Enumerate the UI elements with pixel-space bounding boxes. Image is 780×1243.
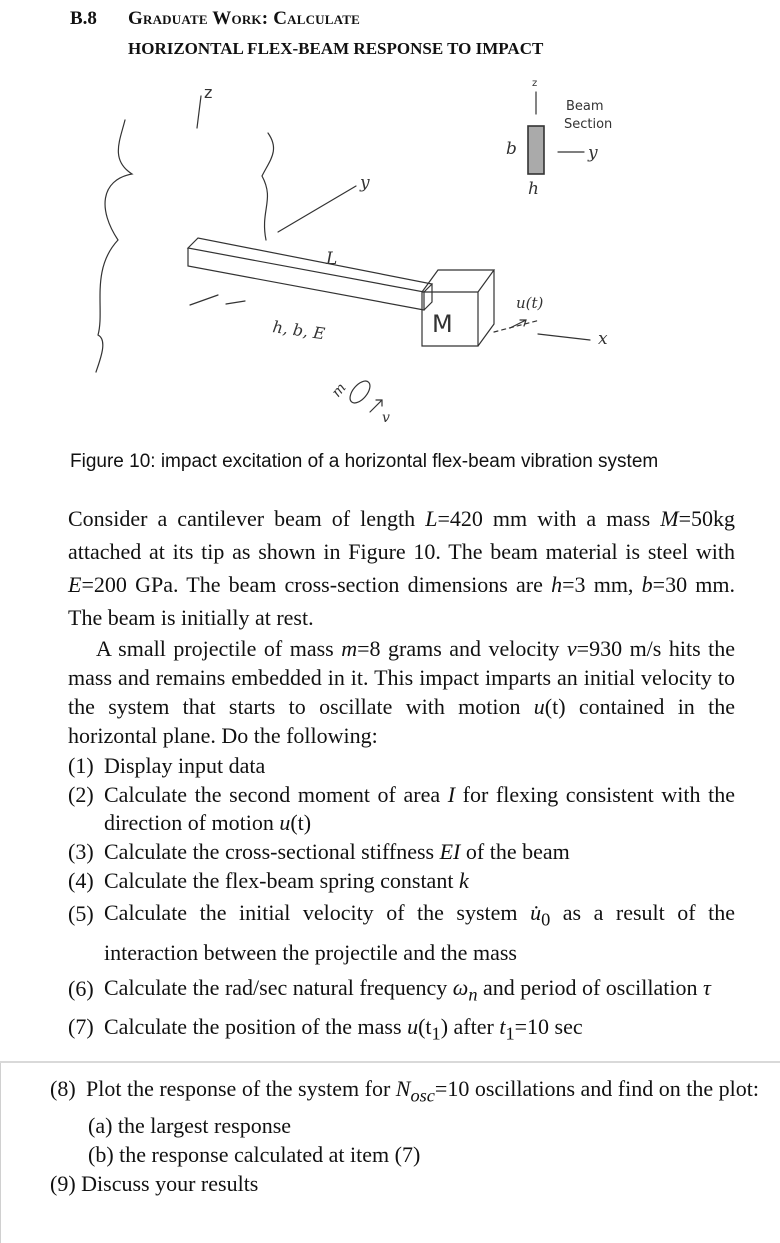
problem-number: B.8	[70, 8, 97, 29]
beam-stub	[190, 295, 218, 305]
task-item-4: (4) Calculate the flex-beam spring constant k	[68, 868, 469, 893]
label-y-section: y	[588, 143, 598, 163]
label-L: L	[326, 249, 338, 269]
label-b: b	[506, 139, 517, 159]
label-z-section: z	[532, 78, 538, 89]
label-projectile-m: m	[328, 380, 350, 401]
label-projectile-v: v	[382, 410, 390, 426]
figure-10	[70, 70, 710, 450]
task-list	[68, 752, 735, 1048]
heading-title-1: Graduate Work: Calculate	[128, 8, 360, 29]
task-item-1: (1) Display input data	[68, 753, 266, 778]
page-left-rule	[0, 1063, 1, 1243]
x-axis	[538, 334, 590, 340]
heading-line-1	[70, 4, 543, 34]
task-item-7: (7) Calculate the position of the mass $u(t_1)$ after $t_1=10$ sec	[68, 1013, 583, 1044]
x-axis-dashed	[494, 320, 540, 332]
page-divider	[0, 1061, 780, 1063]
z-axis-wall	[197, 96, 201, 128]
problem-heading	[70, 4, 543, 64]
label-x-axis: x	[598, 329, 608, 349]
projectile	[346, 378, 373, 407]
wall-edge	[262, 133, 274, 240]
label-mass: M	[432, 310, 453, 338]
wall-outline	[96, 120, 132, 372]
task-item-8a: (a) the largest response	[88, 1113, 292, 1139]
heading-title-2: HORIZONTAL FLEX-BEAM RESPONSE TO IMPACT	[128, 39, 544, 58]
paragraph-1: Consider a cantilever beam of length L=420 mm with a mass M=50kg attached at its tip as shown in Figure 10. The beam material is steel with E=200 GPa. The beam cross-section dimensions are h=3 mm, b=30 mm. The beam is initially at rest.	[68, 506, 735, 630]
label-beam-section-2: Section	[564, 117, 613, 132]
beam-section-rect	[528, 126, 544, 174]
label-h: h	[528, 179, 539, 199]
task-item-6: (6) Calculate the rad/sec natural frequency $\omega_n$ and period of oscillation τ	[68, 975, 711, 1005]
task-item-2: (2) Calculate the second moment of area I for flexing consistent with the direction of motion u(t)	[68, 782, 735, 835]
label-u-t: u(t)	[516, 294, 544, 312]
continued-task-list	[50, 1074, 760, 1198]
label-z-left: z	[204, 83, 213, 102]
paragraph-2: A small projectile of mass m=8 grams and velocity v=930 m/s hits the mass and remains embedded in it. This impact imparts an initial velocity to the system that starts to oscillate with motion u(t) contained in the horizontal plane. Do the following:	[68, 636, 736, 748]
task-item-9: (9) Discuss your results	[50, 1171, 259, 1197]
label-y-axis: y	[360, 173, 370, 193]
y-axis	[278, 186, 356, 232]
task-item-5: (5) Calculate the initial velocity of the system $u̇_0$ as a result of the interaction between the projectile and the mass	[68, 900, 735, 966]
u-arrow	[510, 320, 526, 328]
figure-caption: Figure 10: impact excitation of a horizontal flex-beam vibration system	[70, 451, 659, 472]
label-beam-props: h, b, E	[271, 317, 327, 344]
task-item-3: (3) Calculate the cross-sectional stiffness EI of the beam	[68, 839, 570, 864]
beam	[188, 238, 432, 310]
task-item-8b: (b) the response calculated at item (7)	[88, 1142, 421, 1168]
beam-stub-2	[226, 301, 245, 304]
task-item-8: (8) Plot the response of the system for $N_{osc}=10$ oscillations and find on the plot:	[50, 1076, 759, 1106]
label-beam-section-1: Beam	[566, 99, 604, 114]
velocity-arrow	[370, 400, 382, 412]
